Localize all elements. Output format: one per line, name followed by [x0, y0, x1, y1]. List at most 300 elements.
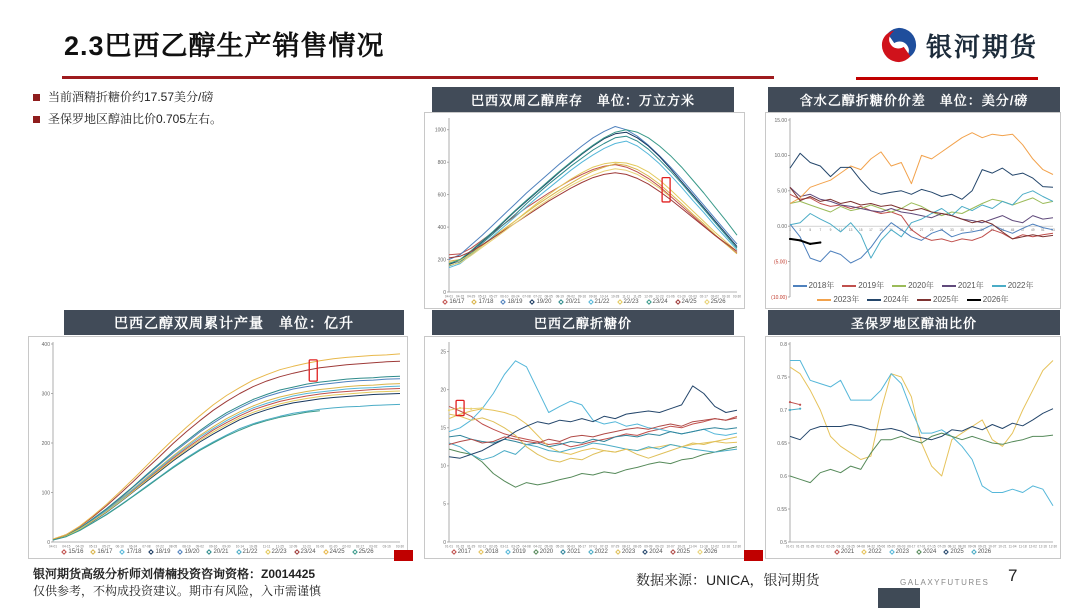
svg-text:03-16: 03-16	[382, 544, 391, 549]
svg-text:11: 11	[838, 228, 843, 233]
legend-label: 2018	[485, 549, 499, 555]
legend-marker-icon	[501, 299, 507, 305]
svg-text:27: 27	[919, 228, 924, 233]
legend-marker-icon	[588, 299, 594, 305]
svg-text:11-04: 11-04	[1008, 544, 1017, 549]
legend-marker-icon	[889, 549, 895, 555]
svg-text:02-17: 02-17	[355, 544, 365, 549]
legend-item	[698, 549, 717, 555]
cumulative-output-chart-legend	[29, 548, 407, 558]
svg-text:08-05: 08-05	[169, 544, 178, 549]
svg-text:10-28: 10-28	[611, 294, 620, 299]
line-chart-svg	[425, 113, 744, 304]
chart-title-sugar-equivalent-price: 巴西乙醇折糖价	[432, 310, 734, 335]
legend-marker-icon	[120, 549, 126, 555]
legend-label: 19/20	[536, 299, 552, 305]
series-line	[790, 409, 800, 410]
svg-text:07-22: 07-22	[533, 294, 542, 299]
svg-text:11-18: 11-18	[1018, 544, 1027, 549]
svg-text:25: 25	[440, 349, 446, 356]
legend-label: 24/25	[329, 549, 345, 555]
legend-label: 2026年	[982, 295, 1009, 304]
legend-marker-icon	[861, 549, 867, 555]
legend-item	[890, 549, 909, 555]
legend-label: 20/21	[565, 299, 581, 305]
line-chart-svg	[29, 337, 407, 554]
svg-text:05-06: 05-06	[876, 544, 886, 549]
line-chart-svg	[766, 113, 1060, 304]
legend-item	[589, 549, 608, 555]
analyst-credential-text: 银河期货高级分析师刘倩楠投资咨询资格：Z0014425	[33, 567, 316, 581]
svg-text:10-07: 10-07	[666, 544, 675, 549]
legend-label: 17/18	[126, 549, 142, 555]
series-line	[790, 402, 800, 405]
legend-item	[676, 299, 697, 305]
legend-marker-icon	[617, 299, 623, 305]
cumulative-output-chart-panel	[28, 336, 408, 559]
legend-marker-icon	[697, 549, 703, 555]
svg-text:05-13: 05-13	[88, 544, 98, 549]
svg-text:1: 1	[789, 228, 791, 233]
legend-label: 2019年	[858, 281, 885, 290]
legend-item	[967, 294, 1009, 305]
legend-marker-icon	[892, 285, 906, 287]
legend-item	[501, 299, 522, 305]
legend-item	[972, 549, 991, 555]
legend-label: 2017	[457, 549, 472, 555]
svg-text:05-27: 05-27	[489, 294, 498, 299]
legend-item	[944, 549, 963, 555]
svg-text:07-08: 07-08	[522, 294, 531, 299]
svg-text:01-20: 01-20	[329, 544, 338, 549]
svg-text:03-25: 03-25	[846, 544, 855, 549]
svg-text:10: 10	[440, 463, 446, 470]
legend-label: 2021	[840, 549, 855, 555]
svg-text:03-11: 03-11	[500, 544, 509, 549]
svg-text:07-29: 07-29	[611, 544, 620, 549]
bullet-text: 圣保罗地区醇油比价0.705左右。	[48, 112, 223, 126]
legend-label: 15/16	[68, 549, 84, 555]
svg-text:15.00: 15.00	[774, 117, 787, 124]
legend-marker-icon	[917, 299, 931, 301]
svg-text:01-15: 01-15	[455, 544, 465, 549]
ethanol-gasoline-ratio-chart-canvas	[766, 337, 1060, 548]
svg-text:04-01: 04-01	[48, 544, 58, 549]
svg-text:09-09: 09-09	[967, 544, 977, 549]
svg-text:11-04: 11-04	[688, 544, 697, 549]
svg-text:11-18: 11-18	[699, 544, 708, 549]
disclaimer-text: 仅供参考，不构成投资建议。期市有风险，入市需谨慎	[33, 583, 322, 598]
legend-label: 19/20	[184, 549, 200, 555]
legend-item	[149, 549, 170, 555]
svg-text:04-29: 04-29	[75, 544, 84, 549]
svg-text:07-01: 07-01	[917, 544, 926, 549]
legend-item	[534, 549, 553, 555]
legend-marker-icon	[62, 549, 68, 555]
svg-text:51: 51	[1041, 228, 1045, 233]
svg-text:13: 13	[848, 228, 853, 233]
legend-label: 2025年	[933, 295, 959, 304]
svg-text:5: 5	[809, 228, 812, 233]
svg-text:09-02: 09-02	[566, 294, 575, 299]
series-line	[790, 433, 1053, 483]
svg-text:49: 49	[1030, 228, 1035, 233]
chart-title-cumulative-output: 巴西乙醇双周累计产量 单位：亿升	[64, 310, 404, 335]
legend-label: 2024	[649, 549, 663, 555]
legend-item	[353, 549, 374, 555]
legend-item	[917, 549, 936, 555]
svg-text:02-03: 02-03	[688, 294, 697, 299]
ethanol-inventory-chart-legend	[425, 298, 744, 308]
line-chart-svg	[766, 337, 1060, 554]
legend-item	[835, 549, 854, 555]
svg-text:12-09: 12-09	[289, 544, 298, 549]
svg-text:02-17: 02-17	[699, 294, 708, 299]
svg-text:20: 20	[440, 387, 446, 394]
svg-text:02-26: 02-26	[826, 544, 835, 549]
legend-label: 21/22	[242, 549, 258, 555]
legend-item	[266, 549, 287, 555]
svg-text:33: 33	[950, 228, 954, 233]
svg-text:04-15: 04-15	[455, 294, 465, 299]
svg-text:0: 0	[443, 289, 446, 296]
svg-text:1000: 1000	[434, 127, 446, 134]
svg-text:10-14: 10-14	[599, 294, 609, 299]
legend-marker-icon	[149, 549, 155, 555]
svg-text:06-24: 06-24	[128, 544, 138, 549]
legend-label: 2020	[539, 549, 554, 555]
legend-item	[91, 549, 112, 555]
svg-text:39: 39	[980, 228, 984, 233]
svg-text:31: 31	[939, 228, 944, 233]
legend-marker-icon	[451, 549, 457, 555]
legend-marker-icon	[704, 299, 710, 305]
svg-text:12-23: 12-23	[655, 294, 664, 299]
legend-item	[647, 299, 668, 305]
svg-text:37: 37	[970, 228, 974, 233]
svg-text:(5.00): (5.00)	[773, 259, 787, 266]
legend-label: 23/24	[652, 299, 668, 305]
legend-label: 2024年	[883, 295, 909, 304]
legend-label: 16/17	[97, 549, 113, 555]
galaxy-futures-logo	[880, 26, 1038, 64]
bullet-square-icon	[33, 116, 40, 123]
svg-text:08-05: 08-05	[544, 294, 553, 299]
legend-item	[530, 299, 551, 305]
svg-text:04-15: 04-15	[62, 544, 71, 549]
legend-marker-icon	[817, 299, 831, 301]
sugar-equivalent-price-chart-legend	[425, 548, 744, 558]
legend-marker-icon	[472, 299, 478, 305]
line-chart-svg	[425, 337, 744, 554]
legend-marker-icon	[646, 299, 652, 305]
legend-label: 18/19	[155, 549, 171, 555]
page-title: 2.3巴西乙醇生产销售情况	[64, 31, 385, 61]
legend-item	[324, 549, 345, 555]
legend-marker-icon	[916, 549, 922, 555]
sugar-equivalent-price-chart-canvas	[425, 337, 744, 548]
svg-text:04-22: 04-22	[533, 544, 542, 549]
svg-text:10-28: 10-28	[249, 544, 258, 549]
svg-text:03-30: 03-30	[732, 294, 742, 299]
svg-text:45: 45	[1010, 228, 1015, 233]
svg-text:04-08: 04-08	[856, 544, 865, 549]
ethanol-gasoline-ratio-chart-panel	[765, 336, 1061, 559]
bullet-item	[33, 112, 413, 127]
svg-text:41: 41	[990, 228, 995, 233]
data-source-text: 数据来源：UNICA，银河期货	[636, 572, 820, 588]
svg-text:01-01: 01-01	[785, 544, 795, 549]
svg-text:0.75: 0.75	[777, 374, 787, 381]
svg-text:01-29: 01-29	[806, 544, 815, 549]
page-number: 7	[1008, 566, 1018, 585]
hydrous-spread-chart-panel	[765, 112, 1061, 309]
svg-text:04-29: 04-29	[467, 294, 476, 299]
legend-marker-icon	[967, 299, 981, 301]
svg-text:53: 53	[1051, 228, 1055, 233]
svg-text:09-02: 09-02	[195, 544, 204, 549]
svg-text:10-14: 10-14	[235, 544, 244, 549]
legend-label: 2019	[512, 549, 526, 555]
legend-item	[917, 294, 959, 305]
legend-label: 2023	[895, 549, 909, 555]
svg-text:04-01: 04-01	[444, 294, 454, 299]
svg-text:07-15: 07-15	[599, 544, 609, 549]
svg-text:01-20: 01-20	[677, 294, 686, 299]
svg-text:15: 15	[859, 228, 863, 233]
series-line	[449, 406, 737, 446]
legend-item	[867, 294, 909, 305]
footer-disclaimer	[33, 566, 321, 600]
svg-text:05-27: 05-27	[102, 544, 111, 549]
svg-text:05-20: 05-20	[887, 544, 896, 549]
bullet-square-icon	[33, 94, 40, 101]
svg-text:7: 7	[819, 228, 822, 233]
legend-label: 25/26	[358, 549, 374, 555]
svg-text:09-16: 09-16	[577, 294, 587, 299]
legend-marker-icon	[533, 549, 539, 555]
svg-text:08-19: 08-19	[182, 544, 191, 549]
series-line	[790, 153, 1053, 199]
legend-marker-icon	[207, 549, 213, 555]
legend-marker-icon	[530, 299, 536, 305]
bullet-item	[33, 90, 413, 105]
legend-label: 22/23	[271, 549, 287, 555]
legend-marker-icon	[944, 549, 950, 555]
legend-item	[178, 549, 199, 555]
svg-text:02-12: 02-12	[816, 544, 825, 549]
chart-title-ethanol-inventory: 巴西双周乙醇库存 单位：万立方米	[432, 87, 734, 112]
svg-text:05-20: 05-20	[555, 544, 564, 549]
ethanol-inventory-chart-panel	[424, 112, 745, 309]
svg-text:5: 5	[443, 501, 446, 508]
ethanol-inventory-chart-canvas	[425, 113, 744, 298]
series-line	[790, 198, 1053, 216]
svg-text:02-26: 02-26	[489, 544, 498, 549]
svg-text:06-10: 06-10	[500, 294, 509, 299]
legend-marker-icon	[867, 299, 881, 301]
legend-marker-icon	[793, 285, 807, 287]
svg-text:0.55: 0.55	[777, 506, 787, 513]
svg-text:05-06: 05-06	[544, 544, 553, 549]
legend-marker-icon	[236, 549, 242, 555]
logo-text: 银河期货	[925, 31, 1038, 62]
svg-text:12-09: 12-09	[644, 294, 653, 299]
svg-text:11-11: 11-11	[262, 544, 271, 549]
legend-item	[479, 549, 498, 555]
svg-text:0.65: 0.65	[777, 440, 787, 447]
legend-marker-icon	[560, 549, 566, 555]
red-accent-bar	[744, 550, 763, 561]
svg-text:06-17: 06-17	[907, 544, 916, 549]
legend-marker-icon	[323, 549, 329, 555]
svg-text:5.00: 5.00	[777, 188, 787, 195]
svg-text:12-30: 12-30	[1048, 544, 1058, 549]
svg-text:11-25: 11-25	[275, 544, 284, 549]
svg-text:200: 200	[437, 257, 446, 264]
legend-label: 2021年	[957, 281, 984, 290]
svg-text:07-22: 07-22	[155, 544, 164, 549]
svg-text:08-12: 08-12	[622, 544, 631, 549]
svg-text:05-13: 05-13	[478, 294, 487, 299]
svg-text:06-17: 06-17	[577, 544, 587, 549]
svg-text:01-29: 01-29	[467, 544, 476, 549]
svg-text:07-01: 07-01	[588, 544, 598, 549]
svg-text:12-30: 12-30	[732, 544, 742, 549]
legend-label: 2026	[703, 549, 718, 555]
bullet-text: 当前酒精折糖价约17.57美分/磅	[48, 90, 214, 104]
legend-label: 2018年	[808, 281, 835, 290]
svg-text:09-23: 09-23	[655, 544, 664, 549]
legend-item	[237, 549, 258, 555]
legend-item	[472, 299, 493, 305]
svg-text:04-22: 04-22	[866, 544, 876, 549]
svg-text:01-06: 01-06	[315, 544, 325, 549]
legend-marker-icon	[352, 549, 358, 555]
legend-label: 22/23	[623, 299, 639, 305]
svg-text:03-30: 03-30	[395, 544, 405, 549]
legend-marker-icon	[842, 285, 856, 287]
svg-text:07-29: 07-29	[937, 544, 946, 549]
svg-text:09-30: 09-30	[222, 544, 231, 549]
svg-text:0.5: 0.5	[780, 539, 787, 546]
svg-text:11-11: 11-11	[622, 294, 631, 299]
bullet-list	[33, 90, 413, 134]
legend-marker-icon	[559, 299, 565, 305]
legend-item	[616, 549, 635, 555]
svg-text:11-25: 11-25	[633, 294, 642, 299]
svg-text:9: 9	[829, 228, 832, 233]
svg-text:0: 0	[47, 539, 50, 546]
logo-underline	[856, 77, 1038, 80]
legend-item	[992, 280, 1034, 291]
legend-item	[62, 549, 83, 555]
series-line	[790, 239, 820, 244]
legend-label: 2022	[594, 549, 608, 555]
svg-text:0.7: 0.7	[780, 407, 787, 414]
legend-item	[671, 549, 690, 555]
legend-marker-icon	[834, 549, 840, 555]
svg-text:08-12: 08-12	[947, 544, 956, 549]
legend-marker-icon	[675, 299, 681, 305]
legend-item	[561, 549, 580, 555]
svg-text:100: 100	[41, 490, 50, 497]
series-line	[790, 361, 1053, 477]
series-line	[53, 394, 400, 540]
svg-text:300: 300	[41, 391, 50, 398]
series-line	[790, 133, 1053, 204]
galaxy-swirl-icon	[880, 26, 918, 64]
legend-marker-icon	[178, 549, 184, 555]
legend-item	[618, 299, 639, 305]
svg-text:01-06: 01-06	[666, 294, 675, 299]
legend-item	[443, 299, 464, 305]
legend-label: 2026	[977, 549, 992, 555]
legend-marker-icon	[91, 549, 97, 555]
legend-item	[589, 299, 610, 305]
svg-text:47: 47	[1020, 228, 1025, 233]
legend-marker-icon	[588, 549, 594, 555]
svg-text:03-02: 03-02	[710, 294, 719, 299]
svg-text:08-26: 08-26	[957, 544, 967, 549]
legend-label: 2023	[621, 549, 636, 555]
legend-item	[506, 549, 525, 555]
legend-label: 25/26	[710, 299, 726, 305]
legend-label: 2024	[923, 549, 937, 555]
svg-text:06-03: 06-03	[897, 544, 906, 549]
legend-marker-icon	[265, 549, 271, 555]
legend-label: 20/21	[213, 549, 229, 555]
svg-text:10-21: 10-21	[677, 544, 686, 549]
legend-label: 23/24	[300, 549, 316, 555]
legend-label: 17/18	[478, 299, 494, 305]
svg-text:12-02: 12-02	[710, 544, 719, 549]
svg-text:06-03: 06-03	[566, 544, 575, 549]
svg-text:09-09: 09-09	[644, 544, 653, 549]
legend-marker-icon	[478, 549, 484, 555]
sugar-equivalent-price-chart-panel	[424, 336, 745, 559]
series-line	[449, 169, 671, 266]
legend-label: 2020年	[908, 281, 934, 290]
legend-item	[452, 549, 471, 555]
svg-text:03-02: 03-02	[369, 544, 378, 549]
legend-label: 2022	[868, 549, 882, 555]
svg-text:10-21: 10-21	[998, 544, 1007, 549]
series-line	[449, 141, 737, 268]
svg-text:09-23: 09-23	[978, 544, 987, 549]
svg-text:02-12: 02-12	[478, 544, 487, 549]
svg-text:25: 25	[909, 228, 914, 233]
dark-accent-bar	[878, 588, 920, 608]
series-line	[449, 447, 737, 487]
title-underline	[62, 76, 774, 79]
svg-text:08-26: 08-26	[633, 544, 642, 549]
svg-text:0.8: 0.8	[780, 341, 787, 348]
red-accent-bar	[394, 550, 413, 561]
legend-item	[295, 549, 316, 555]
legend-item	[559, 299, 580, 305]
svg-text:03-11: 03-11	[836, 544, 845, 549]
svg-text:12-16: 12-16	[721, 544, 731, 549]
svg-text:03-25: 03-25	[511, 544, 520, 549]
svg-text:0.6: 0.6	[780, 473, 787, 480]
svg-text:(10.00): (10.00)	[771, 294, 787, 301]
legend-marker-icon	[615, 549, 621, 555]
chart-title-hydrous-spread: 含水乙醇折糖价价差 单位：美分/磅	[768, 87, 1060, 112]
legend-label: 2025	[950, 549, 964, 555]
legend-item	[842, 280, 884, 291]
svg-text:01-01: 01-01	[444, 544, 454, 549]
